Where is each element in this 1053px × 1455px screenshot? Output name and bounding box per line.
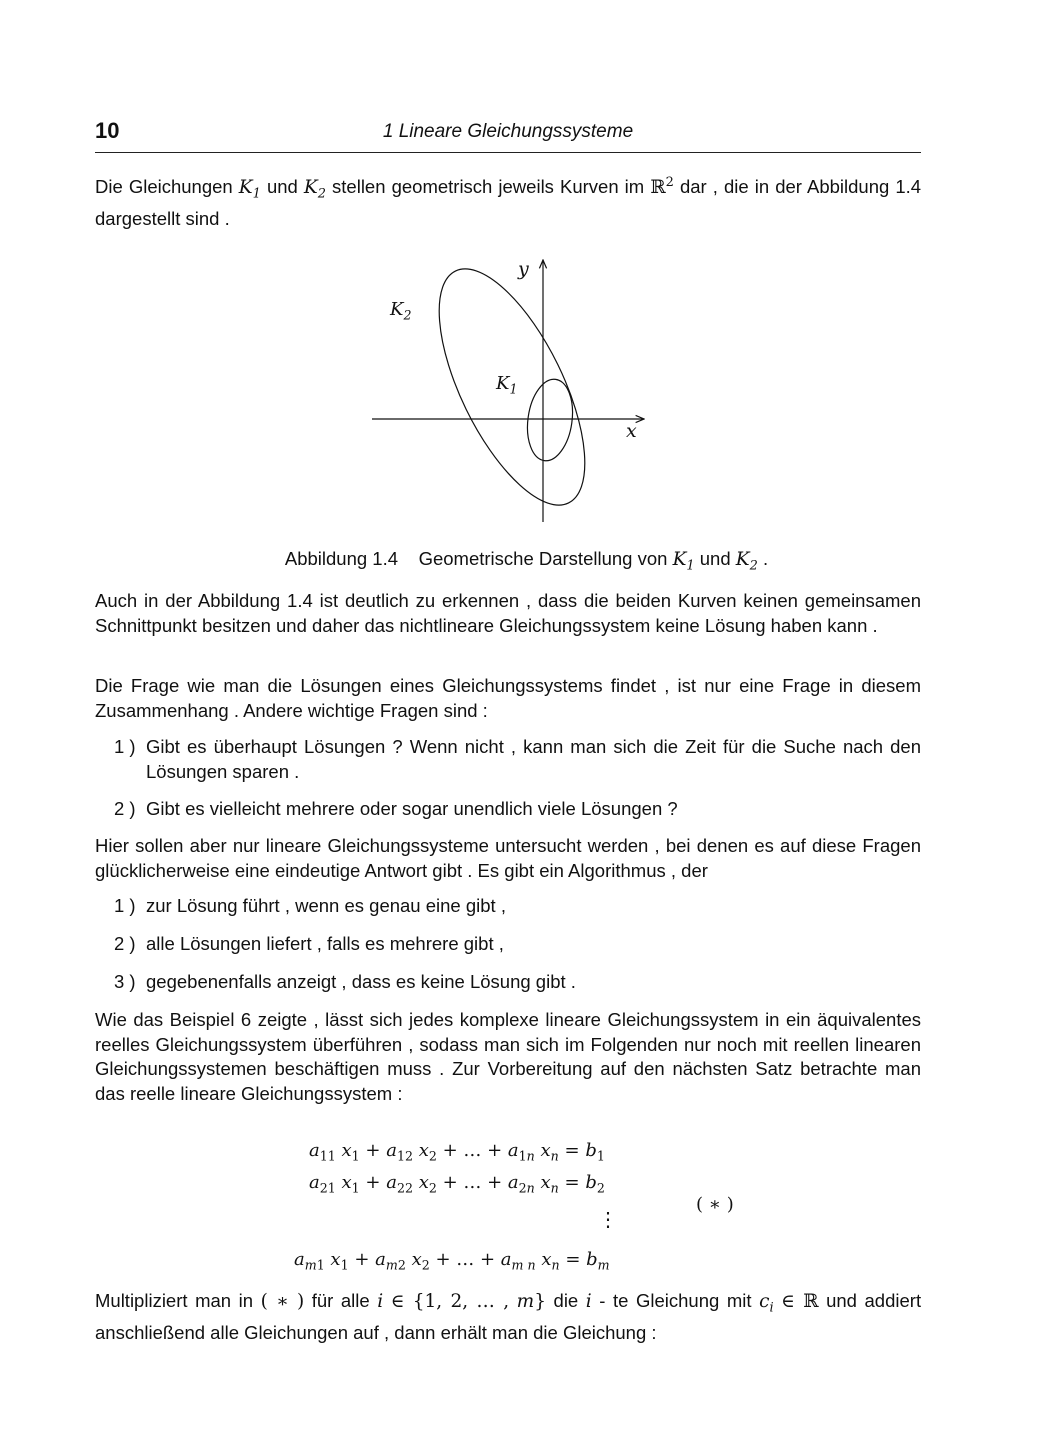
equation-row: $a_{11}$ $x_1 + a_{12}$ $x_2$ + … + $a_{1n}$ $x_n = b_1$ <box>309 1140 605 1164</box>
list-item: 1 ) zur Lösung führt , wenn es genau eine gibt , <box>114 895 506 916</box>
page-number: 10 <box>95 118 120 143</box>
equation-label: ( ∗ ) <box>696 1194 734 1215</box>
paragraph-5: Multipliziert man in ( ∗ ) für alle i ∈ {1, 2, … , m} die i - te Gleichung mit $c_i$ ∈ ℝ und addiert anschließend alle Gleichungen auf , dann erhält man die Gleichung : <box>95 1290 922 1344</box>
list-item: 3 ) gegebenenfalls anzeigt , dass es keine Lösung gibt . <box>114 971 576 992</box>
page-header <box>95 118 921 153</box>
list-item: 1 ) Gibt es überhaupt Lösungen ? Wenn nicht , kann man sich die Zeit für die Suche nach den Lösungen sparen . <box>114 736 921 782</box>
y-axis-label: y <box>518 258 529 280</box>
paragraph-2: Die Frage wie man die Lösungen eines Gleichungssystems findet , ist nur eine Frage in diesem Zusammenhang . Andere wichtige Fragen sind : <box>95 675 921 721</box>
equation-row: $a_{m1}$ $x_1 + a_{m2}$ $x_2$ + … + $a_{m n}$ $x_n = b_m$ <box>294 1249 610 1273</box>
paragraph-4: Wie das Beispiel 6 zeigte , lässt sich jedes komplexe lineare Gleichungssystem in ein äquivalentes reelles Gleichungssystem überführen , sodass man sich im Folgenden nur noch mit reellen linearen Gleichungssystemen beschäftigen muss . Zur Vorbereitung auf den nächsten Satz betrachte man das reelle lineare Gleichungssystem : <box>95 1009 921 1104</box>
list-item: 2 ) alle Lösungen liefert , falls es mehrere gibt , <box>114 933 504 954</box>
figure-caption: Abbildung 1.4 Geometrische Darstellung von $K_1$ und $K_2$ . <box>284 548 769 574</box>
equation-row: $a_{21}$ $x_1 + a_{22}$ $x_2$ + … + $a_{2n}$ $x_n = b_2$ <box>309 1172 605 1196</box>
vertical-dots: ⋮ <box>598 1207 618 1231</box>
x-axis-label: x <box>626 420 637 442</box>
k2-label: $K_2$ <box>390 299 412 323</box>
k1-label: $K_1$ <box>496 373 518 397</box>
intro-paragraph: Die Gleichungen $K_1$ und $K_2$ stellen geometrisch jeweils Kurven im ℝ$^2$ dar , die in der Abbildung 1.4 dargestellt sind . <box>95 175 922 230</box>
paragraph-1: Auch in der Abbildung 1.4 ist deutlich zu erkennen , dass die beiden Kurven keinen gemeinsamen Schnittpunkt besitzen und daher das nichtlineare Gleichungssystem keine Lösung haben kann . <box>95 590 921 636</box>
chapter-title: 1 Lineare Gleichungssysteme <box>382 121 634 142</box>
list-item: 2 ) Gibt es vielleicht mehrere oder sogar unendlich viele Lösungen ? <box>114 798 678 819</box>
paragraph-3: Hier sollen aber nur lineare Gleichungssysteme untersucht werden , bei denen es auf diese Fragen glücklicherweise eine eindeutige Antwort gibt . Es gibt ein Algorithmus , der <box>95 835 921 881</box>
